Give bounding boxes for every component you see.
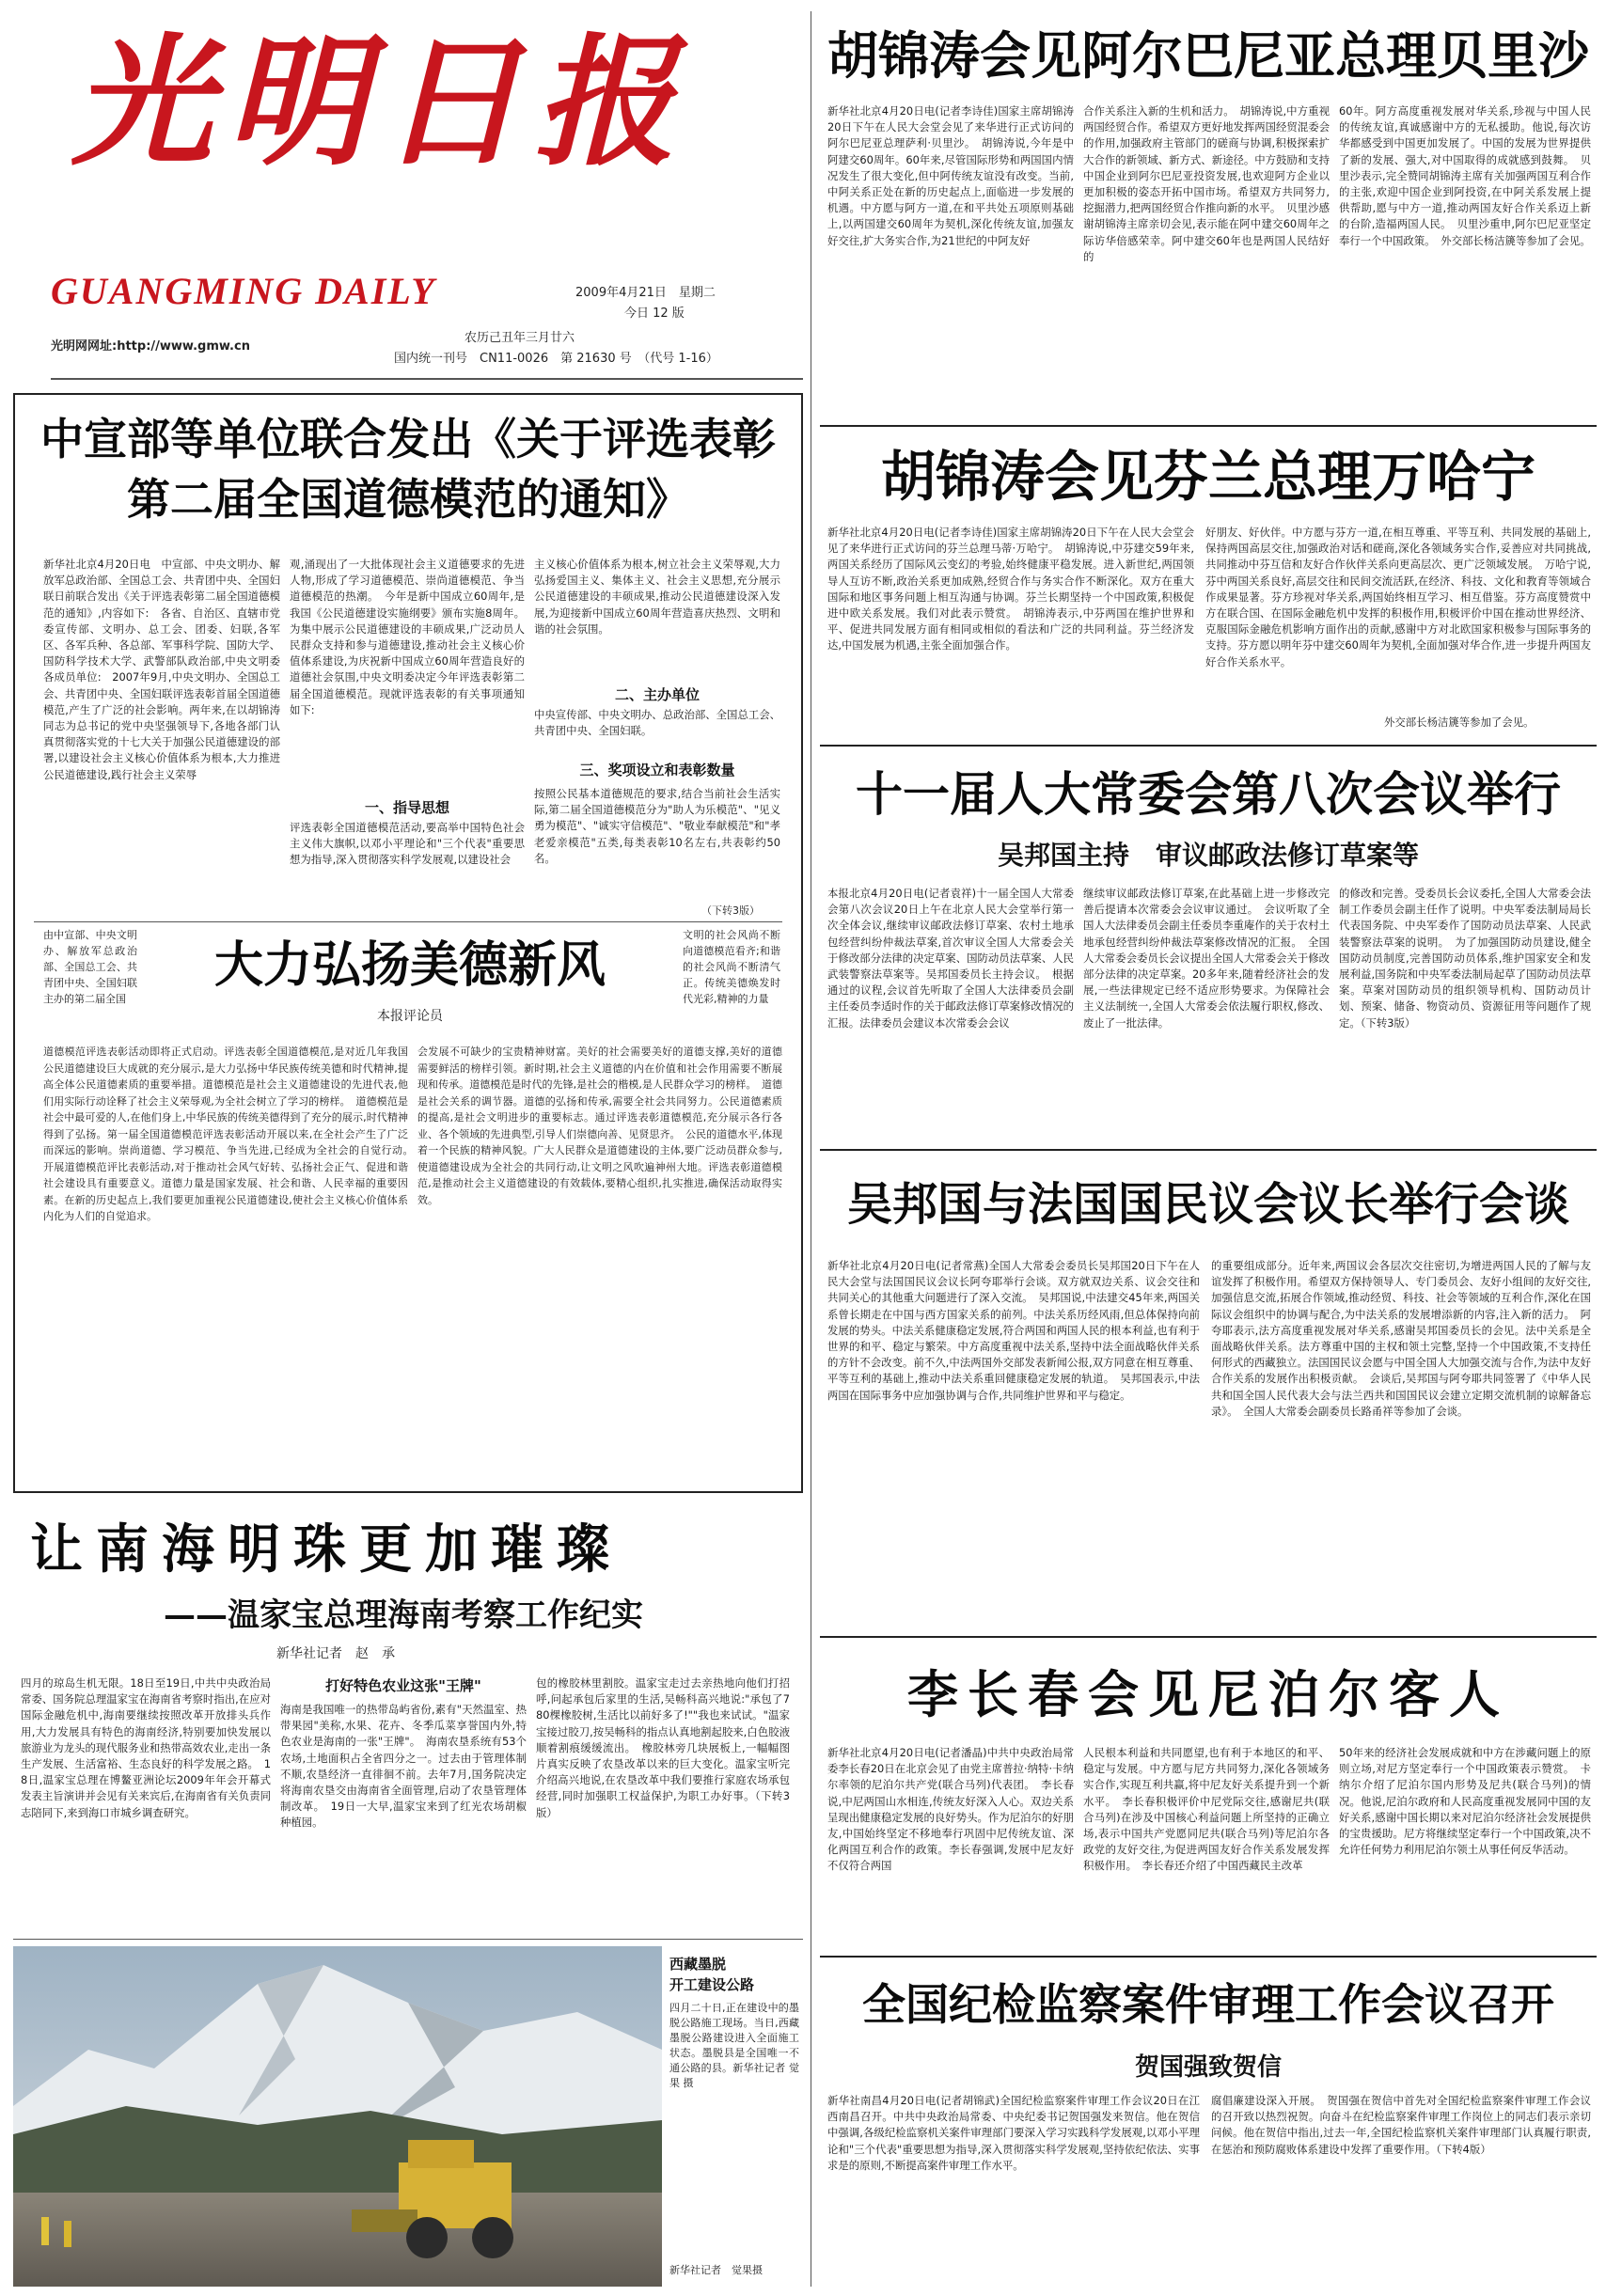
headline-line-2: 第二届全国道德模范的通知》	[127, 474, 689, 525]
article-column: 50年来的经济社会发展成就和中方在涉藏问题上的原则立场,对尼方坚定奉行一个中国政策表示赞赏。 卡纳尔介绍了尼泊尔国内形势及尼共(联合马列)的情况。他说,尼泊尔政府和人民高度重视发展同中国的友好关系,感谢中国长期以来对尼泊尔经济社会发展提供的宝贵援助。尼方将继续坚定奉行一个中国政策,决不允许任何势力利用尼泊尔领土从事任何反华活动。	[1339, 1746, 1591, 1857]
section-rule	[820, 745, 1597, 747]
lunar-date: 农历己丑年三月廿六	[464, 331, 575, 345]
section-rule	[13, 1939, 803, 1940]
headline: 胡锦涛会见阿尔巴尼亚总理贝里沙	[827, 25, 1589, 86]
section-rule	[820, 1636, 1597, 1638]
article-column: 主义核心价值体系为根本,树立社会主义荣辱观,大力弘扬爱国主义、集体主义、社会主义思想,充分展示公民道德建设的丰硕成果,推动公民道德建设深入发展,为迎接新中国成立60周年营造喜庆热烈、文明和谐的社会氛围。	[534, 558, 780, 636]
commentary-column: 道德模范评选表彰活动即将正式启动。评选表彰全国道德模范,是对近几年我国公民道德建设巨大成就的充分展示,是大力弘扬中华民族传统美德和时代精神,提高全体公民道德素质的重要举措。道德模范是社会主义道德建设的先进代表,他们用实际行动诠释了社会主义荣辱观,为全社会树立了学习的榜样。 道德模范是社会中最可爱的人,在他们身上,中华民族的传统美德得到了充分的展示,时代精神得到了弘扬。第一届全国道德模范评选表彰活动开展以来,在全社会产生了广泛而深远的影响。崇尚道德、学习模范、争当先进,已经成为全社会的自觉行动。 开展道德模范评比表彰活动,对于推动社会风气好转、弘扬社会正气、促进和谐社会建设具有重要意义。道德力量是国家发展、社会和谐、人民幸福的重要因素。在新的历史起点上,我们要更加重视公民道德建设,使社会主义核心价值体系内化为人们的自觉追求。	[43, 1046, 418, 1222]
date-line: 2009年4月21日 星期二	[575, 286, 716, 300]
section-heading: 三、奖项设立和表彰数量	[579, 762, 735, 778]
headline: 李长春会见尼泊尔客人	[907, 1664, 1509, 1724]
pages-today: 今日 12 版	[624, 307, 685, 321]
commentary-column: 会发展不可缺少的宝贵精神财富。美好的社会需要美好的道德支撑,美好的道德需要鲜活的榜样引领。新时期,社会主义道德的内在价值和社会作用需要不断展现和传承。道德模范是时代的先锋,是社会的楷模,是人民群众学习的榜样。 道德是社会关系的调节器。道德的弘扬和传承,需要全社会共同努力。公民道德素质的提高,是社会文明进步的重要标志。通过评选表彰道德模范,充分展示各行各业、各个领域的先进典型,引导人们崇德向善、见贤思齐。 公民的道德水平,体现着一个民族的精神风貌。广大人民群众是道德建设的主体,要广泛动员群众参与,使道德建设成为全社会的共同行动,让文明之风吹遍神州大地。评选表彰道德模范,是推动社会主义道德建设的有效载体,要精心组织,扎实推进,确保活动取得实效。	[417, 1046, 782, 1206]
article-column: 评选表彰全国道德模范活动,要高举中国特色社会主义伟大旗帜,以邓小平理论和"三个代表"重要思想为指导,深入贯彻落实科学发展观,以建设社会	[290, 821, 525, 867]
continued-note: （下转3版）	[701, 904, 760, 917]
commentary-side-left: 由中宣部、中央文明办、解放军总政治部、全国总工会、共青团中央、全国妇联主办的第二届全国	[43, 929, 137, 1005]
article-column: 外交部长杨洁篪等参加了会见。	[1384, 716, 1535, 729]
moral-models-box	[13, 393, 803, 1493]
article-column: 四月的琼岛生机无限。18日至19日,中共中央政治局常委、国务院总理温家宝在海南省考察时指出,在应对国际金融危机中,海南要继续按照改革开放排头兵作用,大力发展具有特色的海南经济,特别要加快发展以旅游业为龙头的现代服务业和热带高效农业,走出一条生产发展、生活富裕、生态良好的科学发展之路。 18日,温家宝总理在博鳌亚洲论坛2009年年会开幕式发表主旨演讲并会见有关来宾后,在海南省有关负责同志陪同下,来到海口市城乡调查研究。	[21, 1676, 271, 1819]
article-column: 新华社南昌4月20日电(记者胡锦武)全国纪检监察案件审理工作会议20日在江西南昌召开。中共中央政治局常委、中央纪委书记贺国强发来贺信。他在贺信中强调,各级纪检监察机关案件审理部门要深入学习实践科学发展观,以邓小平理论和"三个代表"重要思想为指导,深入贯彻落实科学发展观,坚持依纪依法、实事求是的原则,不断提高案件审理工作水平。	[827, 2094, 1200, 2172]
article-column: 观,涌现出了一大批体现社会主义道德要求的先进人物,形成了学习道德模范、崇尚道德模范、争当道德模范的热潮。 今年是新中国成立60周年,是我国《公民道德建设实施纲要》颁布实施8周年。为集中展示公民道德建设的丰硕成果,广泛动员人民群众支持和参与道德建设,推动社会主义核心价值体系建设,为庆祝新中国成立60周年营造良好的道德社会氛围,中央文明委决定今年评选表彰第二届全国道德模范。现就评选表彰的有关事项通知如下:	[290, 558, 525, 716]
article-column: 新华社北京4月20日电(记者李诗佳)国家主席胡锦涛20日下午在人民大会堂会见了来华进行正式访问的阿尔巴尼亚总理萨利·贝里沙。 胡锦涛说,今年是中阿建交60周年。60年来,尽管国际形势和两国国内情况发生了很大变化,但中阿传统友谊没有改变。当前,中阿关系正处在新的历史起点上,面临进一步发展的机遇。中方愿与阿方一道,在和平共处五项原则基础上,以两国建交60周年为契机,深化传统友谊,加强友好交往,扩大务实合作,为21世纪的中阿友好	[827, 104, 1074, 247]
masthead-english-name: GUANGMING DAILY	[51, 270, 436, 312]
commentary-byline: 本报评论员	[377, 1009, 443, 1024]
article-column: 的修改和完善。受委员长会议委托,全国人大常委会法制工作委员会副主任作了说明。中央军委法制局局长代表国务院、中央军委作了国防动员法草案、人民武装警察法草案的说明。 为了加强国防动员建设,健全国防动员制度,完善国防动员体系,维护国家安全和发展利益,国务院和中央军委法制局起草了国防动员法草案。草案对国防动员的组织领导机构、国防动员计划、预案、储备、物资动员、资源征用等问题作了规定。（下转3版）	[1339, 887, 1591, 1030]
article-npc	[820, 750, 1597, 1145]
headline: 让南海明珠更加璀璨	[30, 1518, 622, 1580]
inner-rule	[34, 921, 782, 922]
article-albania	[820, 11, 1597, 425]
headline: 全国纪检监察案件审理工作会议召开	[862, 1979, 1554, 2030]
article-column: 人民根本利益和共同愿望,也有利于本地区的和平、稳定与发展。中方愿与尼方共同努力,深化各领域务实合作,实现互利共赢,将中尼友好关系提升到一个新水平。 李长春积极评价中尼党际交往,感谢尼共(联合马列)在涉及中国核心利益问题上所坚持的正确立场,表示中国共产党愿同尼共(联合马列)等尼泊尔各政党的友好交往,为促进两国友好合作关系发展发挥积极作用。 李长春还介绍了中国西藏民主改革	[1083, 1746, 1330, 1873]
masthead-logo: 光明日报	[71, 20, 689, 185]
article-finland	[820, 431, 1597, 741]
photo-caption-block	[666, 1946, 803, 2287]
article-column: 包的橡胶林里割胶。温家宝走过去亲热地向他们打招呼,问起承包后家里的生活,吴畅科高兴地说:"承包了780棵橡胶树,生活比以前好多了!""我也来试试。"温家宝接过胶刀,按吴畅科的指点认真地割起胶来,白色胶液顺着割痕缓缓流出。 橡胶林旁几块展板上,一幅幅图片真实反映了农垦改革以来的巨大变化。温家宝听完介绍高兴地说,在农垦改革中我们要推行家庭农场承包经营,同时加强职工权益保护,为职工办好事。（下转3版）	[536, 1676, 790, 1819]
subheadline: ——温家宝总理海南考察工作纪实	[164, 1596, 643, 1634]
news-photo	[13, 1946, 662, 2287]
article-column: 继续审议邮政法修订草案,在此基础上进一步修改完善后提请本次常委会会议审议通过。 会议听取了全国人大法律委员会副主任委员李重庵作的关于农村土地承包经营纠纷仲裁法草案修改情况的汇报。 全国人大常委会委员长会议提出全国人大常委会关于修改部分法律的决定草案。20多年来,随着经济社会的发展,一些法律规定已经不适应形势要求。为保障社会主义法制统一,全国人大常委会依法履行职权,修改、废止了一批法律。	[1083, 887, 1330, 1030]
section-rule	[820, 1149, 1597, 1151]
article-france	[820, 1155, 1597, 1634]
website-url[interactable]: 光明网网址:http://www.gmw.cn	[51, 339, 250, 354]
section-heading: 二、主办单位	[614, 686, 700, 703]
article-hainan	[13, 1502, 803, 1935]
article-nepal	[820, 1642, 1597, 1952]
article-column: 60年。阿方高度重视发展对华关系,珍视与中国人民的传统友谊,真诚感谢中方的无私援助。他说,每次访华都感受到中国更加发展了。中国的发展为世界提供了新的发展、强大,对中国取得的成就感到鼓舞。 贝里沙表示,完全赞同胡锦涛主席有关加强两国互利合作的主张,欢迎中国企业到阿投资,在中阿关系发展上提供帮助,愿与中方一道,推动两国友好合作关系迈上新的台阶,造福两国人民。 贝里沙重申,阿尔巴尼亚坚定奉行一个中国政策。 外交部长杨洁篪等参加了会见。	[1339, 104, 1591, 247]
subheadline: 贺国强致贺信	[1134, 2053, 1282, 2082]
masthead	[13, 9, 803, 384]
article-column: 新华社北京4月20日电(记者常燕)全国人大常委会委员长吴邦国20日下午在人民大会堂与法国国民议会议长阿夸耶举行会谈。双方就双边关系、议会交往和共同关心的其他重大问题进行了深入交流。 吴邦国说,中法建交45年来,两国关系曾长期走在中国与西方国家关系的前列。中法关系历经风雨,但总体保持向前发展的势头。中法关系健康稳定发展,符合两国和两国人民的根本利益,也有利于世界的和平、稳定与繁荣。中方高度重视中法关系,坚持中法全面战略伙伴关系的方针不会改变。前不久,中法两国外交部发表新闻公报,双方同意在相互尊重、平等互利的基础上,推动中法关系重回健康稳定发展的轨道。 吴邦国表示,中法两国在国际事务中应加强协调与合作,共同维护世界和平与稳定。	[827, 1259, 1200, 1402]
commentary-side-right: 文明的社会风尚不断向道德模范看齐;和谐的社会风尚不断清气正。传统美德焕发时代光彩,精神的力量	[683, 929, 780, 1005]
section-rule	[820, 1956, 1597, 1958]
photo-title-line-2: 开工建设公路	[669, 1976, 755, 1993]
article-column: 海南是我国唯一的热带岛屿省份,素有"天然温室、热带果园"美称,水果、花卉、冬季瓜菜享誉国内外,特色农业是海南的一张"王牌"。 海南农垦系统有53个农场,土地面积占全省四分之一。过去由于管理体制不顺,农垦经济一直徘徊不前。去年7月,国务院决定将海南农垦交由海南省全面管理,启动了农垦管理体制改革。 19日一大早,温家宝来到了红光农场胡椒种植园。	[280, 1703, 527, 1830]
photo-title-line-1: 西藏墨脱	[669, 1956, 727, 1973]
photo-caption: 四月二十日,正在建设中的墨脱公路施工现场。当日,西藏墨脱公路建设进入全面施工状态。墨脱县是全国唯一不通公路的县。新华社记者 觉果 摄	[669, 2002, 799, 2089]
commentary-headline: 大力弘扬美德新风	[213, 936, 606, 994]
section-rule	[820, 425, 1597, 427]
article-column: 本报北京4月20日电(记者袁祥)十一届全国人大常委会第八次会议20日上午在北京人民大会堂举行第一次全体会议,继续审议邮政法修订草案、农村土地承包经营纠纷仲裁法草案,首次审议全国人大常委会关于修改部分法律的决定草案、国防动员法草案、人民武装警察法草案等。吴邦国委员长主持会议。 根据通过的议程,会议首先听取了全国人大法律委员会副主任委员李适时作的关于邮政法修订草案修改情况的汇报。法律委员会建议本次常委会会议	[827, 887, 1074, 1030]
article-column: 新华社北京4月20日电 中宣部、中央文明办、解放军总政治部、全国总工会、共青团中央、全国妇联日前联合发出《关于评选表彰第二届全国道德模范的通知》,内容如下: 各省、自治区、直辖市党委宣传部、文明办、总工会、团委、妇联,各军区、各军兵种、各总部、军事科学院、国防大学、国防科学技术大学、武警部队政治部,中央文明委各成员单位: 2007年9月,中央文明办、全国总工会、共青团中央、全国妇联评选表彰首届全国道德模范,产生了广泛的社会影响。两年来,在以胡锦涛同志为总书记的党中央坚强领导下,各地各部门认真贯彻落实党的十七大关于加强公民道德建设的部署,以建设社会主义核心价值体系为根本,大力推进公民道德建设,践行社会主义荣辱	[43, 558, 280, 781]
article-column: 按照公民基本道德规范的要求,结合当前社会生活实际,第二届全国道德模范分为"助人为乐模范"、"见义勇为模范"、"诚实守信模范"、"敬业奉献模范"和"孝老爱亲模范"五类,每类表彰10名左右,共表彰约50名。	[534, 787, 780, 865]
article-column: 中央宣传部、中央文明办、总政治部、全国总工会、共青团中央、全国妇联。	[534, 708, 780, 738]
mountain-construction-photo	[13, 1946, 662, 2287]
photo-credit: 新华社记者 觉果摄	[669, 2264, 763, 2276]
byline: 新华社记者 赵 承	[276, 1646, 395, 1661]
headline: 十一届人大常委会第八次会议举行	[856, 766, 1561, 822]
article-column: 新华社北京4月20日电(记者李诗佳)国家主席胡锦涛20日下午在人民大会堂会见了来华进行正式访问的芬兰总理马蒂·万哈宁。 胡锦涛说,中芬建交59年来,两国关系经历了国际风云变幻的考验,始终健康平稳发展。进入新世纪,两国领导人互访不断,政治关系更加成熟,经贸合作与务实合作不断深化。双方在重大国际和地区事务问题上相互沟通与协调。芬兰长期坚持一个中国政策,积极促进中欧关系发展。我们对此表示赞赏。 胡锦涛表示,中芬两国在维护世界和平、促进共同发展方面有相同或相似的看法和广泛的共同利益。芬兰经济发达,中国发展为机遇,主张全面加强合作。	[827, 526, 1194, 653]
headline: 胡锦涛会见芬兰总理万哈宁	[880, 445, 1535, 509]
section-heading: 一、指导思想	[364, 799, 449, 816]
article-column: 腐倡廉建设深入开展。 贺国强在贺信中首先对全国纪检监察案件审理工作会议的召开致以热烈祝贺。向奋斗在纪检监察案件审理工作岗位上的同志们表示亲切问候。他在贺信中指出,过去一年,全国纪检监察机关案件审理部门认真履行职责,在惩治和预防腐败体系建设中发挥了重要作用。（下转4版）	[1211, 2094, 1591, 2156]
article-column: 新华社北京4月20日电(记者潘晶)中共中央政治局常委李长春20日在北京会见了由党主席普拉·纳特·卡纳尔率领的尼泊尔共产党(联合马列)代表团。 李长春说,中尼两国山水相连,传统友好深入人心。双边关系呈现出健康稳定发展的良好势头。作为尼泊尔的好朋友,中国始终坚定不移地奉行巩固中尼传统友谊、深化两国互利合作的政策。李长春强调,发展中尼友好不仅符合两国	[827, 1746, 1074, 1873]
subheadline: 吴邦国主持 审议邮政法修订草案等	[997, 840, 1419, 871]
article-column: 合作关系注入新的生机和活力。 胡锦涛说,中方重视两国经贸合作。希望双方更好地发挥两国经贸混委会的作用,加强政府主管部门的磋商与协调,积极探索扩大合作的新领域、新方式、新途径。中方鼓励和支持中国企业到阿尔巴尼亚投资发展,也欢迎阿方企业以更加积极的姿态开拓中国市场。希望双方共同努力,挖掘潜力,把两国经贸合作推向新的水平。 贝里沙感谢胡锦涛主席亲切会见,表示能在阿中建交60周年之际访华倍感荣幸。阿中建交60年也是两国人民结好的	[1083, 104, 1330, 263]
article-discipline	[820, 1961, 1597, 2290]
article-column: 的重要组成部分。近年来,两国议会各层次交往密切,为增进两国人民的了解与友谊发挥了积极作用。希望双方保持领导人、专门委员会、友好小组间的友好交往,加强信息交流,拓展合作领域,推动经贸、科技、社会等领域的互利合作,深化在国际议会组织中的协调与配合,为中法关系的发展增添新的内容,注入新的活力。 阿夸耶表示,法方高度重视发展对华关系,感谢吴邦国委员长的会见。法中关系是全面战略伙伴关系。法方尊重中国的主权和领土完整,坚持一个中国政策,不支持任何形式的西藏独立。法国国民议会愿与中国全国人大加强交流与合作,为法中友好合作关系的发展作出积极贡献。 会谈后,吴邦国与阿夸耶共同签署了《中华人民共和国全国人民代表大会与法兰西共和国国民议会建立定期交流机制的谅解备忘录》。 全国人大常委会副委员长路甬祥等参加了会谈。	[1211, 1259, 1591, 1418]
article-column: 好朋友、好伙伴。中方愿与芬方一道,在相互尊重、平等互利、共同发展的基础上,保持两国高层交往,加强政治对话和磋商,深化各领域务实合作,妥善应对共同挑战,共同推动中芬互信和友好合作伙伴关系向更高层次、更广泛领域发展。 万哈宁说,芬中两国关系良好,高层交往和民间交流活跃,在经济、科技、文化和教育等领域合作成果显著。芬方珍视对华关系,两国始终相互学习、相互借鉴。芬方高度赞赏中方在联合国、在国际金融危机中发挥的积极作用,积极评价中国在推动世界经济、克服国际金融危机影响方面作出的贡献,感谢中方对北欧国家积极参与国际事务的支持。芬方愿以明年芬中建交60周年为契机,全面加强对华合作,进一步提升两国友好合作关系水平。	[1205, 526, 1591, 668]
masthead-rule	[51, 378, 803, 380]
issue-line: 国内统一刊号 CN11-0026 第 21630 号 （代号 1-16）	[394, 352, 718, 366]
headline-line-1: 中宣部等单位联合发出《关于评选表彰	[40, 414, 776, 464]
headline: 吴邦国与法国国民议会议长举行会谈	[846, 1178, 1569, 1231]
section-heading: 打好特色农业这张"王牌"	[325, 1677, 481, 1694]
